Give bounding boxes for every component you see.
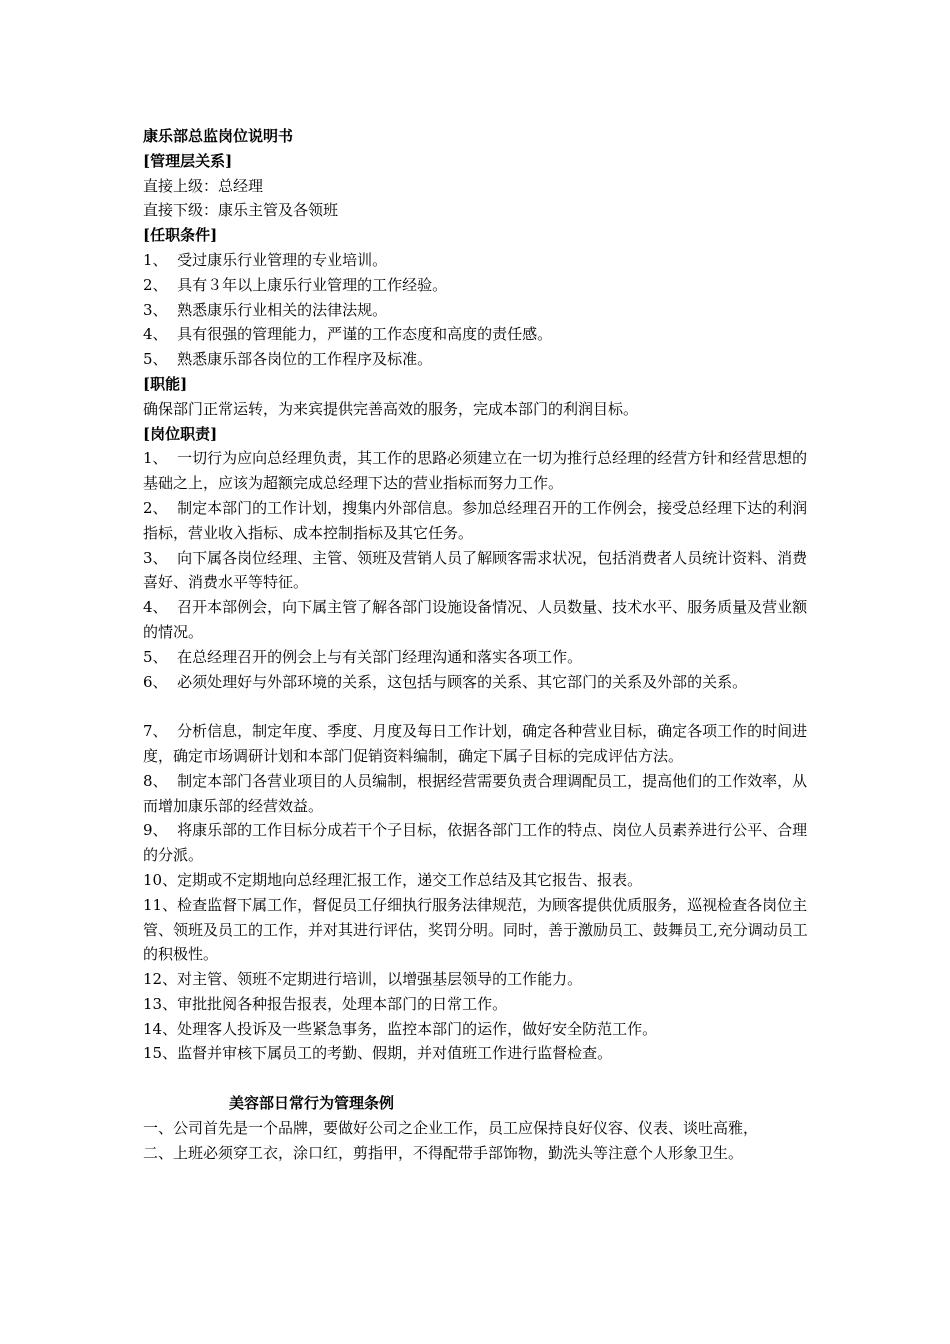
duty-item: 7、 分析信息，制定年度、季度、月度及每日工作计划，确定各种营业目标，确定各项工作的时间进度，确定市场调研计划和本部门促销资料编制，确定下属子目标的完成评估方法。: [143, 722, 808, 765]
subordinate-line: 直接下级：康乐主管及各领班: [143, 201, 339, 220]
second-doc-title: 美容部日常行为管理条例: [229, 1094, 395, 1113]
qualification-item: 3、 熟悉康乐行业相关的法律法规。: [143, 300, 388, 319]
duty-item: 6、 必须处理好与外部环境的关系，这包括与顾客的关系、其它部门的关系及外部的关系。: [143, 672, 748, 691]
qualification-item: 2、 具有３年以上康乐行业管理的工作经验。: [143, 275, 448, 294]
section-heading-function: [职能]: [143, 374, 188, 393]
qualification-item: 5、 熟悉康乐部各岗位的工作程序及标准。: [143, 350, 433, 369]
superior-line: 直接上级：总经理: [143, 176, 264, 195]
section-heading-duties: [岗位职责]: [143, 424, 218, 443]
duty-item: 3、 向下属各岗位经理、主管、领班及营销人员了解顾客需求状况，包括消费者人员统计资料、消费喜好、消费水平等特征。: [143, 548, 808, 592]
duty-item: 2、 制定本部门的工作计划，搜集内外部信息。参加总经理召开的工作例会，接受总经理下达的利润指标，营业收入指标、成本控制指标及其它任务。: [143, 498, 808, 542]
qualification-item: 1、 受过康乐行业管理的专业培训。: [143, 250, 388, 269]
section-heading-management: [管理层关系]: [143, 151, 233, 170]
qualification-item: 4、 具有很强的管理能力，严谨的工作态度和高度的责任感。: [143, 325, 553, 344]
section-heading-qualifications: [任职条件]: [143, 226, 218, 245]
duty-item: 12、对主管、领班不定期进行培训，以增强基层领导的工作能力。: [143, 970, 583, 989]
document-body: [143, 124, 815, 1165]
duty-item: 8、 制定本部门各营业项目的人员编制，根据经营需要负责合理调配员工，提高他们的工作效率，从而增加康乐部的经营效益。: [143, 771, 808, 815]
doc-title: 康乐部总监岗位说明书: [143, 127, 294, 145]
duty-item: 1、 一切行为应向总经理负责，其工作的思路必须建立在一切为推行总经理的经营方针和经营思想的基础之上，应该为超额完成总经理下达的营业指标而努力工作。: [143, 449, 808, 493]
rule-item: 一、公司首先是一个品牌，要做好公司之企业工作，员工应保持良好仪容、仪表、谈吐高雅，: [143, 1118, 759, 1137]
duty-item: 14、处理客人投诉及一些紧急事务，监控本部门的运作，做好安全防范工作。: [143, 1019, 658, 1038]
duty-item: 5、 在总经理召开的例会上与有关部门经理沟通和落实各项工作。: [143, 647, 583, 666]
duty-item: 4、 召开本部例会，向下属主管了解各部门设施设备情况、人员数量、技术水平、服务质量及营业额的情况。: [143, 598, 808, 641]
duty-item: 15、监督并审核下属员工的考勤、假期，并对值班工作进行监督检查。: [143, 1044, 613, 1063]
spacer: [143, 694, 815, 719]
duty-item: 9、 将康乐部的工作目标分成若干个子目标，依据各部门工作的特点、岗位人员素养进行公平、合理的分派。: [143, 821, 808, 865]
rule-item: 二、上班必须穿工衣，涂口红，剪指甲，不得配带手部饰物，勤洗头等注意个人形象卫生。: [143, 1143, 744, 1162]
spacer: [143, 1066, 815, 1091]
function-text: 确保部门正常运转，为来宾提供完善高效的服务，完成本部门的利润目标。: [143, 399, 639, 418]
duty-item: 13、审批批阅各种报告报表，处理本部门的日常工作。: [143, 994, 508, 1013]
duty-item: 11、检查监督下属工作，督促员工仔细执行服务法律规范，为顾客提供优质服务，巡视检查各岗位主管、领班及员工的工作，并对其进行评估，奖罚分明。同时，善于激励员工、鼓舞员工,充分调动员工的积极性。: [143, 895, 808, 964]
duty-item: 10、定期或不定期地向总经理汇报工作，递交工作总结及其它报告、报表。: [143, 870, 643, 889]
